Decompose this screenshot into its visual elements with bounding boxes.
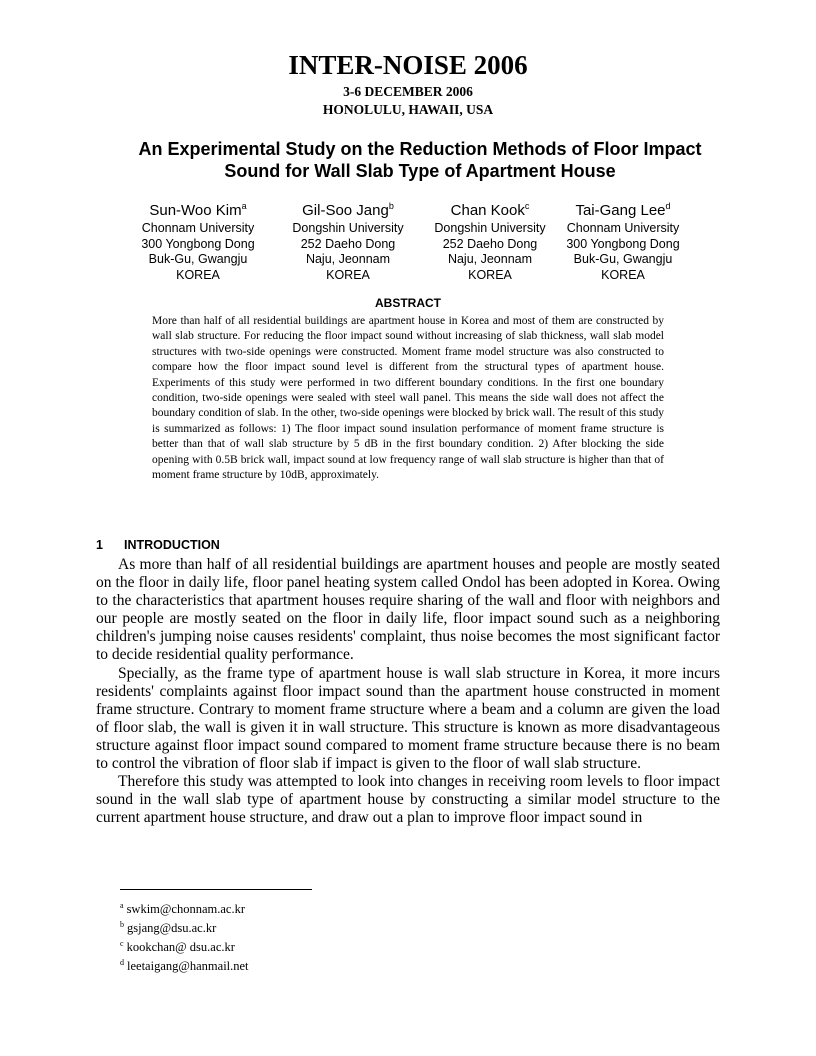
footnote-email: gsjang@dsu.ac.kr (127, 921, 217, 936)
author-address-line-1: 252 Daeho Dong (300, 236, 396, 251)
author-organization: Dongshin University (434, 221, 546, 235)
author-organization: Chonnam University (141, 221, 255, 235)
author-affiliation-mark: b (388, 201, 394, 211)
author-address-line-1: 300 Yongbong Dong (566, 236, 680, 251)
author-name: Tai-Gang Lee (575, 202, 666, 219)
body-paragraph: Therefore this study was attempted to look into changes in receiving room levels to floor impact sound in the wall slab type of apartment house by constructing a similar model structure to the current apartment house structure, and draw out a plan to improve floor impact sound in (96, 773, 720, 827)
footnote-email: kookchan@ dsu.ac.kr (126, 940, 235, 955)
author-name: Gil-Soo Jang (302, 202, 389, 219)
footnote-mark: a (120, 901, 124, 910)
author-country: KOREA (468, 267, 512, 282)
author-block (278, 196, 418, 283)
footnote (120, 955, 249, 974)
body-paragraph: As more than half of all residential buildings are apartment houses and people are mostly seated on the floor in daily life, floor panel heating system called Ondol has been adopted in Korea. Owing to the characteristics that apartment houses require sharing of the wall and floor with neighbors and our people are mostly seated on the floor in daily life, floor impact sound such as a neighboring children's jumping noise causes residents' complaint, thus noise becomes the most significant factor to decide residential quality performance. (96, 556, 720, 664)
paper-title-line-1: An Experimental Study on the Reduction Methods of Floor Impact (138, 139, 702, 159)
author-name: Chan Kook (450, 202, 525, 219)
author-organization: Chonnam University (566, 221, 680, 235)
author-block (420, 196, 560, 283)
paper-title (100, 138, 740, 182)
conference-location: HONOLULU, HAWAII, USA (322, 102, 494, 117)
section-heading (96, 538, 220, 552)
author-country: KOREA (176, 267, 220, 282)
author-country: KOREA (601, 267, 645, 282)
paper-title-line-2: Sound for Wall Slab Type of Apartment House (224, 161, 616, 181)
footnote-mark: c (120, 939, 124, 949)
author-organization: Dongshin University (292, 221, 404, 235)
author-address-line-1: 252 Daeho Dong (442, 236, 538, 251)
author-name: Sun-Woo Kim (149, 202, 242, 219)
author-affiliation-mark: d (665, 201, 671, 211)
author-address-line-2: Naju, Jeonnam (305, 252, 391, 266)
author-address-line-2: Buk-Gu, Gwangju (148, 252, 248, 266)
author-address-line-1: 300 Yongbong Dong (141, 236, 255, 251)
body-paragraph: Specially, as the frame type of apartment house is wall slab structure in Korea, it more incurs residents' complaints against floor impact sound than the apartment house constructed in moment frame structure. Contrary to moment frame structure where a beam and a column are given the load of floor slab, the wall is given it in wall structure. This structure is known as more disadvantageous structure against floor impact sound compared to moment frame structure because there is no beam to control the vibration of floor slab if impact is given to the floor of wall slab structure. (96, 664, 720, 773)
footnote-mark: d (120, 958, 124, 968)
conference-dates: 3-6 DECEMBER 2006 (343, 84, 473, 99)
footnote-email: leetaigang@hanmail.net (127, 959, 249, 974)
author-block (553, 196, 693, 283)
section-title: INTRODUCTION (124, 538, 220, 552)
footnote-mark: b (120, 920, 124, 930)
author-address-line-2: Naju, Jeonnam (447, 252, 533, 266)
section-number: 1 (96, 538, 103, 552)
author-affiliation-mark: c (524, 201, 530, 211)
conference-title: INTER-NOISE 2006 (288, 50, 528, 80)
footnote-divider (120, 889, 312, 890)
author-address-line-2: Buk-Gu, Gwangju (573, 252, 673, 266)
footnote (120, 917, 249, 936)
abstract-heading: ABSTRACT (375, 296, 441, 310)
introduction-body (96, 556, 720, 827)
author-block (128, 196, 268, 283)
author-country: KOREA (326, 267, 370, 282)
abstract-text: More than half of all residential buildings are apartment house in Korea and most of them are constructed by wall slab structure. For reducing the floor impact sound without increasing of slab thickness, wall slab model structures with two-side openings were constructed. Moment frame model structure was also constructed to compare how the floor impact sound level is different from the structural types of apartment house. Experiments of this study were performed in two different boundary conditions. In the first one boundary condition, two-side openings were sealed with steel wall panel. This means the side wall does not affect the boundary condition of slab. In the other, two-side openings were blocked by brick wall. The result of this study is summarized as follows: 1) The floor impact sound insulation performance of moment frame structure is better than that of wall slab structure by 5 dB in the first boundary condition. 2) After blocking the side opening with 0.5B brick wall, impact sound at low frequency range of wall slab structure is higher than that of moment frame structure by 10dB, approximately. (152, 315, 664, 482)
footnote (120, 898, 249, 917)
footnote-email: swkim@chonnam.ac.kr (126, 902, 245, 917)
footnotes (120, 898, 249, 975)
author-affiliation-mark: a (241, 201, 247, 211)
footnote (120, 936, 249, 955)
